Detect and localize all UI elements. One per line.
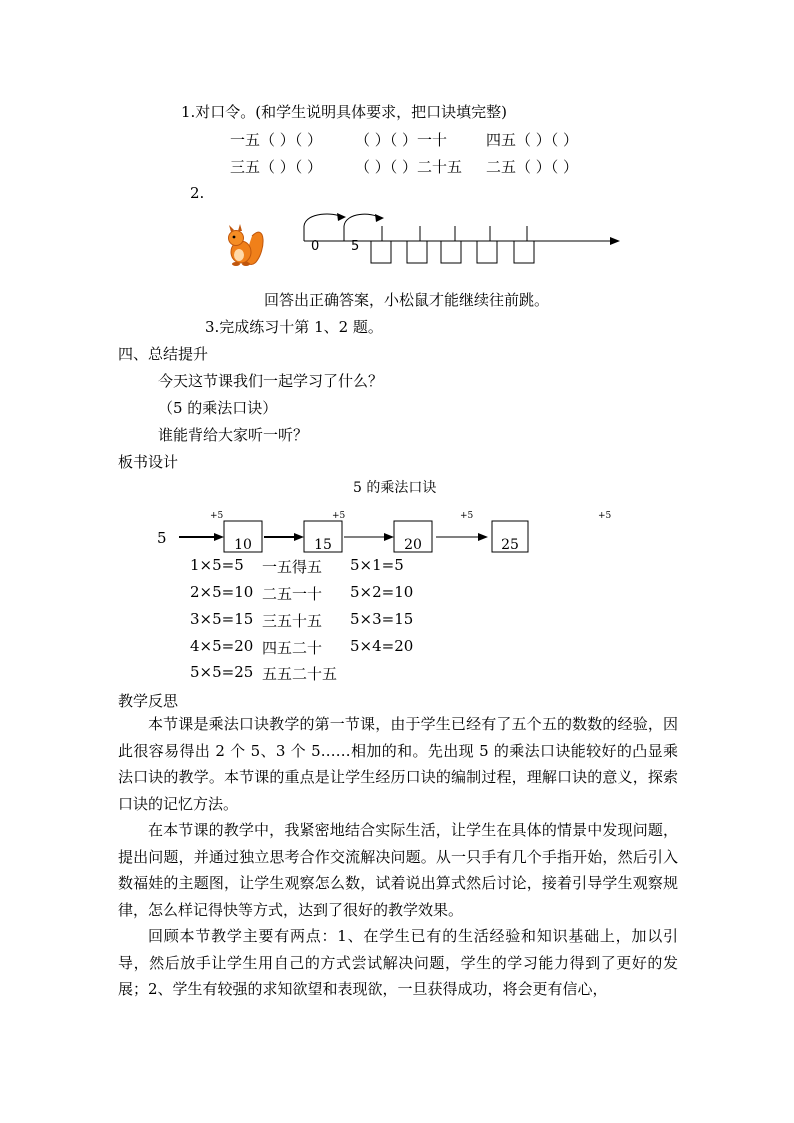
chant-blank: 三五（ ）（ ） bbox=[230, 158, 323, 176]
table-cell: 5×5=25 bbox=[190, 663, 254, 681]
table-cell: 五五二十五 bbox=[262, 665, 338, 683]
step-arrow bbox=[214, 533, 224, 541]
chant-blank: 四五（ ）（ ） bbox=[486, 131, 579, 149]
plus-five-label: +5 bbox=[210, 511, 224, 521]
chant-blank: （ ）（ ）一十 bbox=[355, 131, 448, 149]
chant-blank: （ ）（ ）二十五 bbox=[355, 158, 463, 176]
step-arrow bbox=[294, 533, 304, 541]
sequence-box-value: 10 bbox=[234, 537, 252, 552]
table-cell: 5×4=20 bbox=[350, 637, 414, 655]
table-cell: 四五二十 bbox=[262, 639, 323, 657]
exercise-3-text: 3.完成练习十第 1、2 题。 bbox=[205, 318, 383, 336]
exercise-1-text: 1.对口令。(和学生说明具体要求，把口诀填完整) bbox=[181, 103, 508, 121]
table-cell: 1×5=5 bbox=[190, 556, 244, 574]
jump-arrow bbox=[375, 214, 384, 222]
sequence-box-value: 20 bbox=[404, 537, 422, 552]
table-cell: 5×1=5 bbox=[350, 556, 404, 574]
summary-heading: 四、总结提升 bbox=[118, 345, 209, 363]
chant-blank: 二五（ ）（ ） bbox=[486, 158, 579, 176]
table-cell: 4×5=20 bbox=[190, 637, 254, 655]
step-arrow bbox=[384, 533, 394, 541]
sequence-box bbox=[224, 521, 262, 552]
sequence-start: 5 bbox=[157, 529, 167, 547]
table-cell: 5×3=15 bbox=[350, 610, 414, 628]
reflection-body bbox=[118, 711, 678, 1003]
sequence-box bbox=[304, 521, 342, 552]
exercise-2-label: 2. bbox=[190, 184, 205, 202]
summary-prompt: 谁能背给大家听一听？ bbox=[158, 426, 309, 444]
sequence-box bbox=[394, 521, 432, 552]
number-line-label-0: 0 bbox=[311, 239, 320, 254]
summary-answer: （5 的乘法口诀） bbox=[158, 399, 278, 417]
plus-five-label: +5 bbox=[332, 511, 346, 521]
sequence-box-value: 25 bbox=[501, 537, 519, 552]
table-cell: 一五得五 bbox=[262, 558, 323, 576]
board-heading: 板书设计 bbox=[118, 453, 179, 471]
step-arrow bbox=[478, 533, 488, 541]
table-cell: 三五十五 bbox=[262, 612, 323, 630]
table-cell: 二五一十 bbox=[262, 585, 323, 603]
reflection-paragraph: 本节课是乘法口诀教学的第一节课，由于学生已经有了五个五的数数的经验，因此很容易得出 2 个 5、3 个 5……相加的和。先出现 5 的乘法口诀能较好的凸显乘法口诀的教学。本节课的重点是让学生经历口诀的编制过程，理解口诀的意义，探索口诀的记忆方法。 bbox=[118, 715, 678, 813]
reflection-paragraph: 回顾本节教学主要有两点：1、在学生已有的生活经验和知识基础上，加以引导，然后放手让学生用自己的方式尝试解决问题，学生的学习能力得到了更好的发展；2、学生有较强的求知欲望和表现欲，一旦获得成功，将会更有信心， bbox=[118, 927, 678, 998]
squirrel-icon bbox=[229, 224, 264, 266]
table-cell: 2×5=10 bbox=[190, 583, 254, 601]
plus-five-label: +5 bbox=[460, 511, 474, 521]
board-title: 5 的乘法口诀 bbox=[353, 480, 437, 496]
number-line-label-5: 5 bbox=[351, 239, 360, 254]
sequence-box bbox=[492, 521, 528, 552]
reflection-paragraph: 在本节课的教学中，我紧密地结合实际生活，让学生在具体的情景中发现问题，提出问题，并通过独立思考合作交流解决问题。从一只手有几个手指开始，然后引入数福娃的主题图，让学生观察怎么数，试着说出算式然后讨论，接着引导学生观察规律，怎么样记得快等方式，达到了很好的教学效果。 bbox=[118, 821, 678, 919]
plus-five-label: +5 bbox=[598, 511, 612, 521]
jump-arrow bbox=[337, 213, 346, 221]
sequence-box-value: 15 bbox=[314, 537, 332, 552]
table-cell: 5×2=10 bbox=[350, 583, 414, 601]
table-cell: 3×5=15 bbox=[190, 610, 254, 628]
chant-blank: 一五（ ）（ ） bbox=[230, 131, 323, 149]
reflection-heading: 教学反思 bbox=[118, 692, 179, 710]
squirrel-caption: 回答出正确答案，小松鼠才能继续往前跳。 bbox=[264, 291, 550, 309]
summary-question: 今天这节课我们一起学习了什么？ bbox=[158, 372, 384, 390]
